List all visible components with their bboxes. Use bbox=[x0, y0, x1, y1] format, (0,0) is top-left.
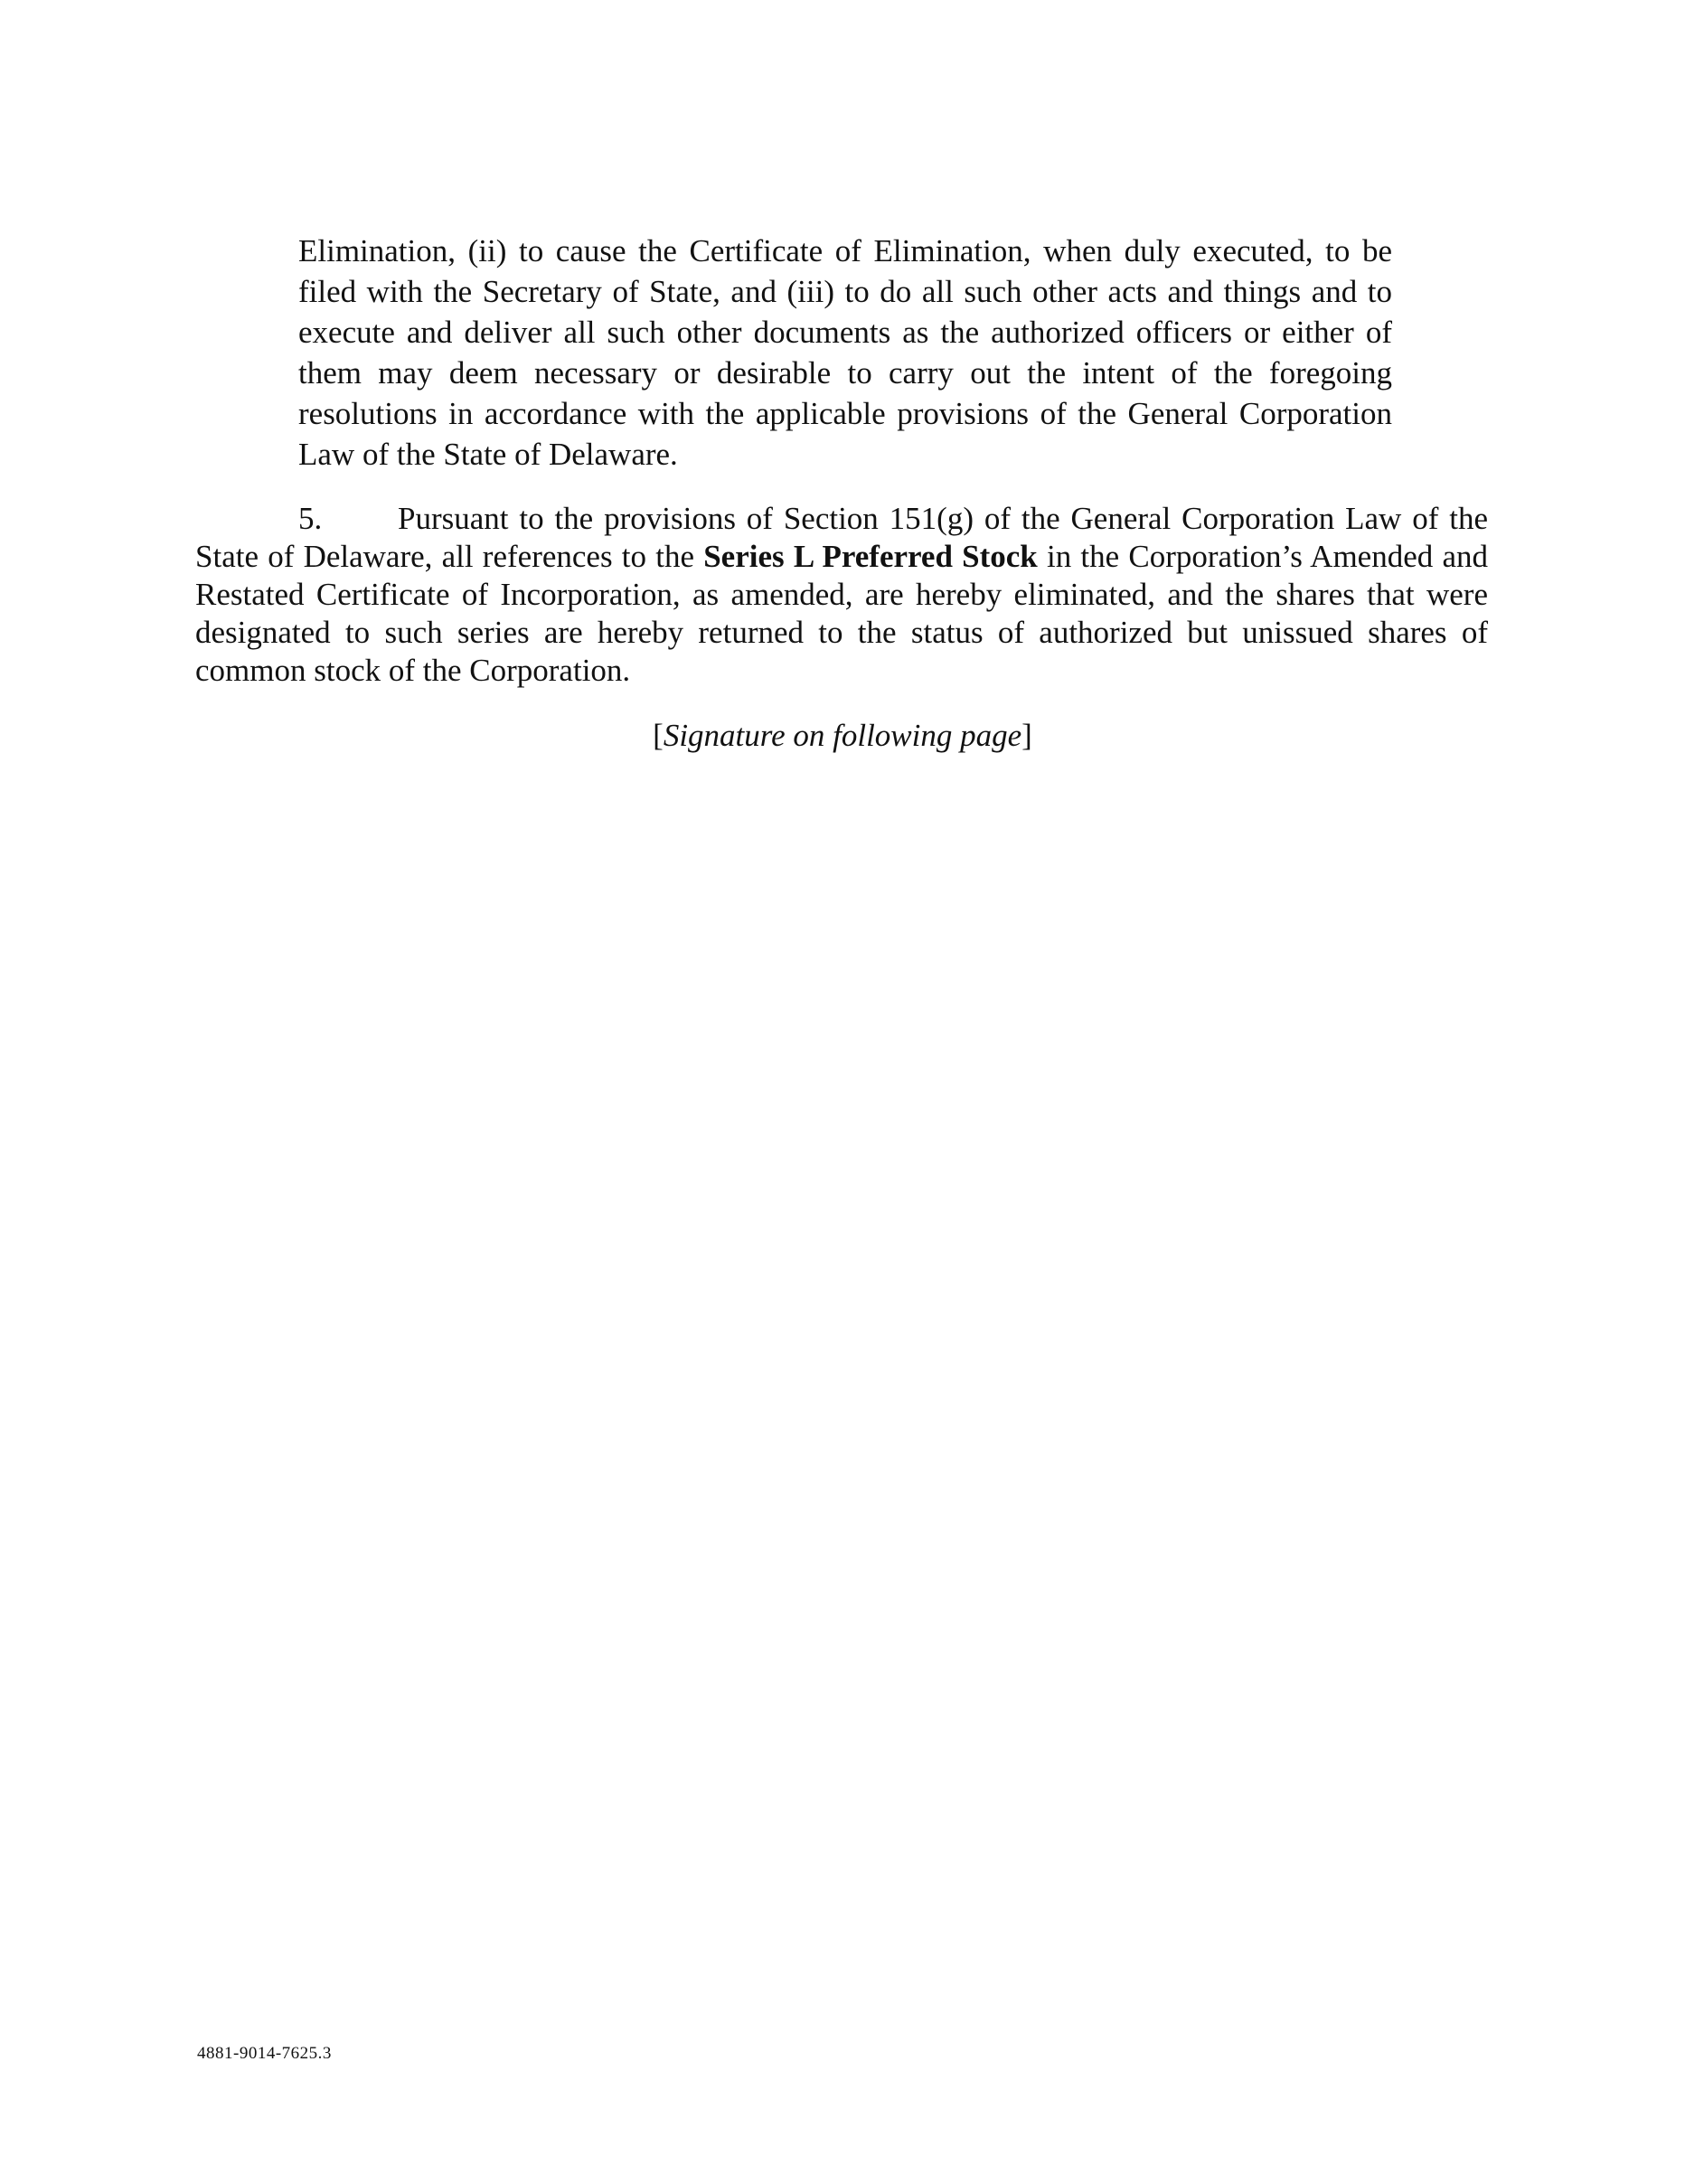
signature-note-close-bracket: ] bbox=[1021, 718, 1032, 753]
document-id: 4881-9014-7625.3 bbox=[197, 2044, 332, 2063]
section-5-text-after-bold: in the Corporation’s Amended and Restated Certificate of Incorporation, as amended, are hereby eliminated, and the shares that were designated to such series are hereby returned to the status of authorized but unissued shares of common stock of the Corporation. bbox=[195, 539, 1488, 688]
section-5-number: 5. bbox=[298, 501, 323, 536]
signature-note bbox=[0, 717, 1685, 755]
series-l-preferred-stock-term: Series L Preferred Stock bbox=[703, 539, 1038, 574]
continued-paragraph: Elimination, (ii) to cause the Certificate of Elimination, when duly executed, to be filed with the Secretary of State, and (iii) to do all such other acts and things and to execute and deliver all such other documents as the authorized officers or either of them may deem necessary or desirable to carry out the intent of the foregoing resolutions in accordance with the applicable provisions of the General Corporation Law of the State of Delaware. bbox=[298, 233, 1392, 472]
section-5-text-before-bold: Pursuant to the provisions of Section 151(g) of the General Corporation Law of the State of Delaware, all references to the bbox=[195, 501, 1488, 574]
signature-note-text: Signature on following page bbox=[663, 718, 1022, 753]
section-5-paragraph bbox=[195, 500, 1488, 690]
signature-note-open-bracket: [ bbox=[653, 718, 664, 753]
